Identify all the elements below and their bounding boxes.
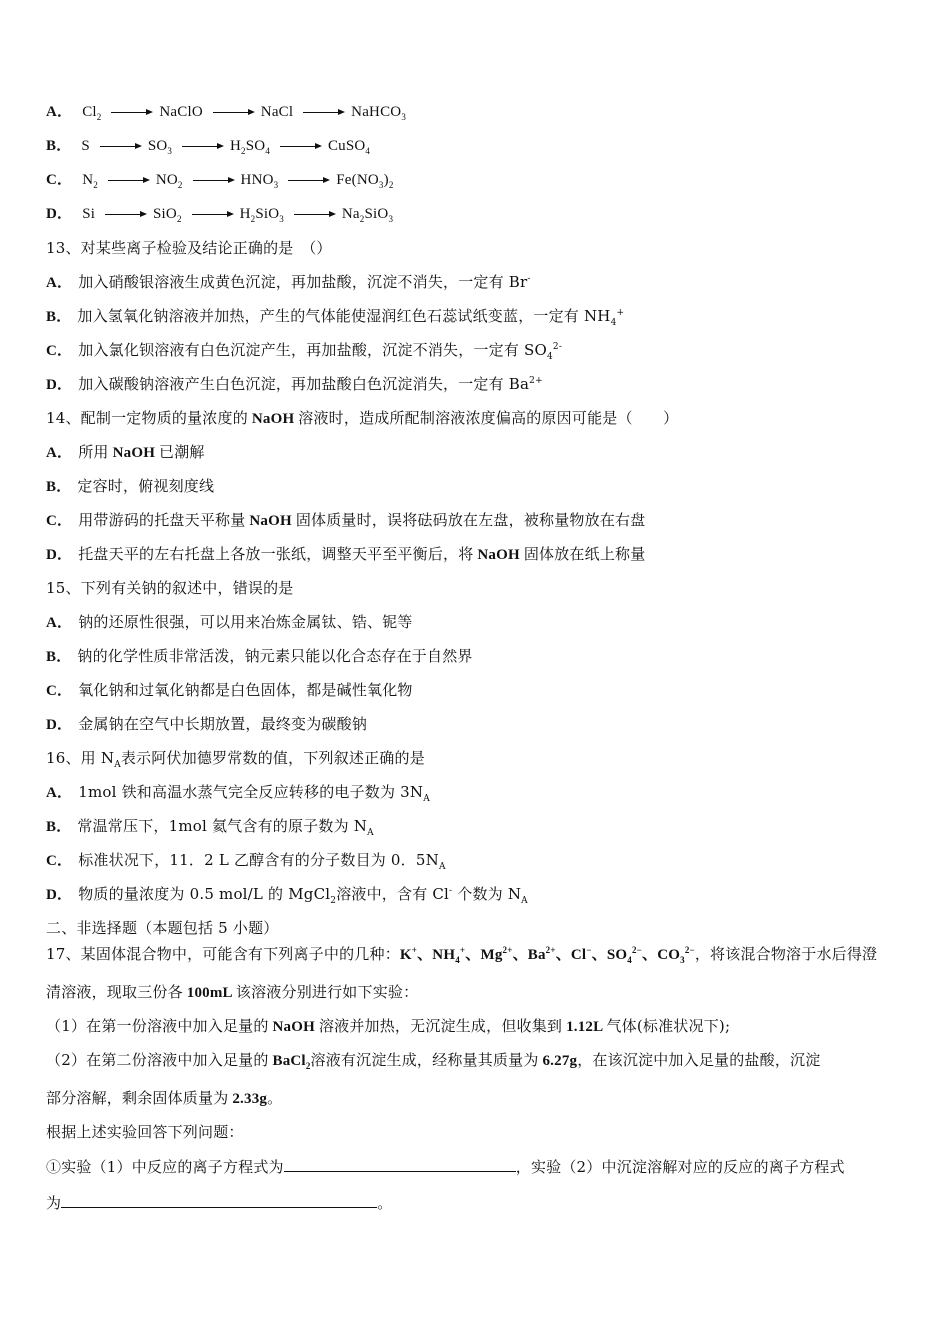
q17-experiment-1: （1）在第一份溶液中加入足量的 NaOH 溶液并加热，无沉淀生成，但收集到 1.12L 气体(标准状况下); [46, 1017, 731, 1035]
q16-option-d: D． 物质的量浓度为 0.5 mol/L 的 MgCl$_2$溶液中，含有 Cl- 个数为 $N_A$ [46, 885, 528, 906]
q17-answer-intro: 根据上述实验回答下列问题： [46, 1123, 244, 1141]
option-letter: B． [46, 138, 72, 154]
q13-option-d: D． 加入碳酸钠溶液产生白色沉淀，再加盐酸白色沉淀消失，一定有 $Ba^{2+}$ [46, 375, 543, 393]
arrow-icon [182, 146, 222, 147]
q15-option-d: D． 金属钠在空气中长期放置，最终变为碳酸钠 [46, 715, 368, 733]
q13-option-a: A． 加入硝酸银溶液生成黄色沉淀，再加盐酸，沉淀不消失，一定有 Br- [46, 273, 531, 291]
q14-option-d: D． 托盘天平的左右托盘上各放一张纸，调整天平至平衡后，将 NaOH 固体放在纸上称量 [46, 545, 646, 563]
q17-experiment-2-cont: 部分溶解，剩余固体质量为 2.33g。 [46, 1089, 283, 1107]
q16-option-c: C． 标准状况下，11．2 L 乙醇含有的分子数目为 0．$5N_A$ [46, 851, 446, 872]
ion-list: K+、$NH_4^+$、$Mg^{2+}$、$Ba^{2+}$、Cl−、$SO_4^{2-}$、$CO_3^{2-}$ [399, 945, 695, 965]
q17-subquestion-1: ①实验（1）中反应的离子方程式为 ，实验（2）中沉淀溶解对应的反应的离子方程式 [46, 1158, 845, 1176]
q15-option-c: C． 氧化钠和过氧化钠都是白色固体，都是碱性氧化物 [46, 681, 413, 699]
q14-stem: 14、配制一定物质的量浓度的 NaOH 溶液时，造成所配制溶液浓度偏高的原因可能是（ ） [46, 409, 679, 427]
option-letter: C． [46, 172, 73, 188]
arrow-icon [105, 214, 145, 215]
q15-option-a: A． 钠的还原性很强，可以用来冶炼金属钛、锆、铌等 [46, 613, 413, 631]
arrow-icon [280, 146, 320, 147]
q17-stem: 17、某固体混合物中，可能含有下列离子中的几种：K+、$NH_4^+$、$Mg^{2+}$、$Ba^{2+}$、Cl−、$SO_4^{2-}$、$CO_3^{2-}$，将该混合物溶于水后得澄 [46, 945, 878, 965]
q12-option-b: B． S $SO_3$ $H_2SO_4$ CuSO$_4$ [46, 138, 371, 156]
answer-blank-2[interactable] [61, 1192, 377, 1208]
arrow-icon [288, 180, 328, 181]
q17-subquestion-1-cont: 为 。 [46, 1194, 393, 1212]
q14-option-a: A． 所用 NaOH 已潮解 [46, 443, 205, 461]
option-letter: A． [46, 104, 73, 120]
q12-option-a: A． $Cl_2$ NaClO NaCl NaHCO$_3$ [46, 104, 407, 122]
q12-option-c: C． $N_2$ $NO_2$ $HNO_3$ $Fe(NO_3)_2$ [46, 172, 394, 190]
q14-option-b: B． 定容时，俯视刻度线 [46, 477, 215, 495]
arrow-icon [303, 112, 343, 113]
q15-option-b: B． 钠的化学性质非常活泼，钠元素只能以化合态存在于自然界 [46, 647, 473, 665]
q12-option-d: D． Si SiO$_2$ $H_2SiO_3$ $Na_2SiO_3$ [46, 206, 394, 224]
arrow-icon [108, 180, 148, 181]
q16-option-b: B． 常温常压下，1mol 氦气含有的原子数为 $N_A$ [46, 817, 374, 838]
arrow-icon [193, 180, 233, 181]
arrow-icon [111, 112, 151, 113]
q17-experiment-2: （2）在第二份溶液中加入足量的 BaCl$_2$溶液有沉淀生成，经称量其质量为 6.27g，在该沉淀中加入足量的盐酸，沉淀 [46, 1051, 821, 1071]
q14-option-c: C． 用带游码的托盘天平称量 NaOH 固体质量时，误将砝码放在左盘，被称量物放在右盘 [46, 511, 646, 529]
q13-stem: 13、对某些离子检验及结论正确的是 （） [46, 239, 332, 257]
section-title: 二、非选择题（本题包括 5 小题） [46, 919, 279, 937]
arrow-icon [192, 214, 232, 215]
q16-stem: 16、用 $N_A$表示阿伏加德罗常数的值，下列叙述正确的是 [46, 749, 425, 770]
answer-blank-1[interactable] [284, 1156, 516, 1172]
q16-option-a: A． 1mol 铁和高温水蒸气完全反应转移的电子数为 $3N_A$ [46, 783, 430, 804]
arrow-icon [294, 214, 334, 215]
option-letter: D． [46, 206, 73, 222]
q13-option-b: B． 加入氢氧化钠溶液并加热，产生的气体能使湿润红色石蕊试纸变蓝，一定有 $NH_4^+$ [46, 307, 625, 328]
arrow-icon [100, 146, 140, 147]
arrow-icon [213, 112, 253, 113]
q15-stem: 15、下列有关钠的叙述中，错误的是 [46, 579, 294, 597]
q13-option-c: C． 加入氯化钡溶液有白色沉淀产生，再加盐酸，沉淀不消失，一定有 $SO_4^{2-}$ [46, 341, 563, 362]
q17-line2: 清溶液，现取三份各 100mL 该溶液分别进行如下实验： [46, 983, 419, 1001]
